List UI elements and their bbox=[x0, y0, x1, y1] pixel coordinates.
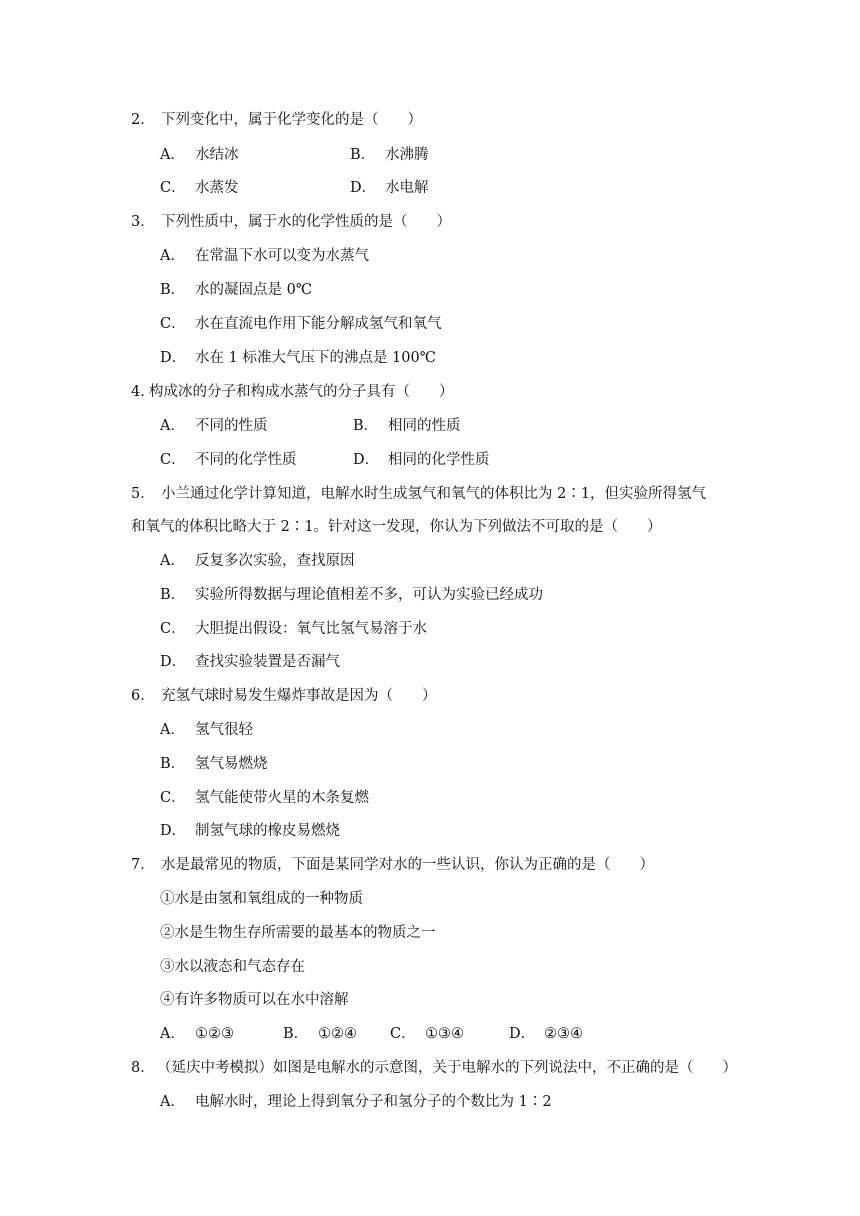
option-row bbox=[160, 619, 427, 639]
option-text: 电解水时，理论上得到氧分子和氢分子的个数比为 1∶2 bbox=[195, 1094, 552, 1110]
option-letter: C． bbox=[160, 452, 186, 468]
option-row bbox=[160, 754, 268, 774]
question-number: 6． bbox=[131, 688, 155, 704]
option-letter: A． bbox=[160, 722, 185, 738]
option-letter: A． bbox=[160, 418, 185, 434]
option-letter: B． bbox=[353, 418, 379, 434]
statement-text: ①水是由氢和氧组成的一种物质 bbox=[160, 891, 363, 907]
option-letter: D． bbox=[160, 654, 187, 670]
question-text: （延庆中考模拟）如图是电解水的示意图，关于电解水的下列说法中，不正确的是（ ） bbox=[157, 1060, 737, 1076]
option-row bbox=[160, 280, 312, 300]
statement-2 bbox=[160, 923, 436, 943]
option-letter: A． bbox=[160, 1094, 185, 1110]
option-letter: D． bbox=[160, 350, 187, 366]
option-letter: C． bbox=[160, 316, 186, 332]
statement-4 bbox=[160, 990, 349, 1010]
option-row bbox=[160, 652, 340, 672]
option-letter: C． bbox=[390, 1026, 416, 1042]
question-number: 7． bbox=[131, 857, 155, 873]
question-8 bbox=[131, 1058, 737, 1078]
option-text: 水蒸发 bbox=[195, 180, 239, 196]
option-text: 水在直流电作用下能分解成氢气和氧气 bbox=[195, 316, 442, 332]
option-row bbox=[160, 1092, 552, 1112]
option-row bbox=[160, 314, 442, 334]
question-number: 3． bbox=[131, 214, 155, 230]
option-text: 查找实验装置是否漏气 bbox=[195, 654, 340, 670]
statement-text: ④有许多物质可以在水中溶解 bbox=[160, 992, 349, 1008]
option-row bbox=[160, 821, 340, 841]
question-5 bbox=[131, 484, 706, 504]
option-letter: A． bbox=[160, 147, 185, 163]
option-letter: D． bbox=[509, 1026, 536, 1042]
option-text: 实验所得数据与理论值相差不多，可认为实验已经成功 bbox=[195, 587, 543, 603]
option-letter: A． bbox=[160, 248, 185, 264]
option-row bbox=[160, 585, 543, 605]
option-row bbox=[160, 416, 461, 436]
option-row bbox=[160, 788, 369, 808]
question-text-line-2: 和氧气的体积比略大于 2∶1。针对这一发现，你认为下列做法不可取的是（ ） bbox=[131, 519, 662, 535]
statement-text: ③水以液态和气态存在 bbox=[160, 959, 305, 975]
option-row bbox=[160, 1024, 583, 1044]
question-4 bbox=[131, 382, 454, 402]
option-text: 相同的化学性质 bbox=[388, 452, 490, 468]
option-row bbox=[160, 551, 355, 571]
option-row bbox=[160, 720, 253, 740]
option-letter: A． bbox=[160, 553, 185, 569]
option-letter: C． bbox=[160, 621, 186, 637]
option-letter: C． bbox=[160, 180, 186, 196]
option-letter: B． bbox=[283, 1026, 309, 1042]
option-text: 水沸腾 bbox=[385, 147, 429, 163]
option-text: 水结冰 bbox=[195, 147, 239, 163]
question-2 bbox=[131, 110, 422, 130]
option-text: 反复多次实验，查找原因 bbox=[195, 553, 355, 569]
question-number: 2． bbox=[131, 112, 155, 128]
option-text: 不同的化学性质 bbox=[195, 452, 297, 468]
question-text: 下列性质中，属于水的化学性质的是（ ） bbox=[161, 214, 451, 230]
statement-3 bbox=[160, 957, 305, 977]
option-letter: B． bbox=[160, 282, 186, 298]
option-text: 水的凝固点是 0℃ bbox=[195, 282, 313, 298]
option-text: 在常温下水可以变为水蒸气 bbox=[195, 248, 369, 264]
option-letter: A． bbox=[160, 1026, 185, 1042]
question-text: 水是最常见的物质，下面是某同学对水的一些认识，你认为正确的是（ ） bbox=[161, 857, 654, 873]
option-text: 不同的性质 bbox=[195, 418, 268, 434]
option-letter: B． bbox=[160, 756, 186, 772]
question-text: 充氢气球时易发生爆炸事故是因为（ ） bbox=[161, 688, 437, 704]
option-letter: B． bbox=[350, 147, 376, 163]
question-text-line-1: 小兰通过化学计算知道，电解水时生成氢气和氧气的体积比为 2∶1，但实验所得氢气 bbox=[161, 486, 707, 502]
option-text: 氢气易燃烧 bbox=[195, 756, 268, 772]
question-5-continued bbox=[131, 517, 662, 537]
question-7 bbox=[131, 855, 654, 875]
option-text: 氢气很轻 bbox=[195, 722, 253, 738]
question-text: 构成冰的分子和构成水蒸气的分子具有（ ） bbox=[149, 384, 454, 400]
statement-text: ②水是生物生存所需要的最基本的物质之一 bbox=[160, 925, 436, 941]
option-text: 氢气能使带火星的木条复燃 bbox=[195, 790, 369, 806]
option-letter: D． bbox=[160, 823, 187, 839]
option-letter: D． bbox=[353, 452, 380, 468]
question-number: 8． bbox=[131, 1060, 155, 1076]
option-text: ①②③ bbox=[195, 1026, 234, 1042]
option-text: 水电解 bbox=[385, 180, 429, 196]
option-row bbox=[160, 450, 490, 470]
option-letter: D． bbox=[350, 180, 377, 196]
option-text: 相同的性质 bbox=[388, 418, 461, 434]
question-text: 下列变化中，属于化学变化的是（ ） bbox=[161, 112, 422, 128]
question-number: 4. bbox=[131, 384, 145, 400]
statement-1 bbox=[160, 889, 363, 909]
option-text: ①②④ bbox=[318, 1026, 357, 1042]
option-row bbox=[160, 348, 436, 368]
option-letter: B． bbox=[160, 587, 186, 603]
option-row bbox=[160, 246, 369, 266]
question-6 bbox=[131, 686, 437, 706]
option-row bbox=[160, 145, 429, 165]
option-row bbox=[160, 178, 429, 198]
question-3 bbox=[131, 212, 451, 232]
option-text: ②③④ bbox=[544, 1026, 583, 1042]
option-text: ①③④ bbox=[425, 1026, 464, 1042]
option-text: 制氢气球的橡皮易燃烧 bbox=[195, 823, 340, 839]
option-text: 大胆提出假设：氧气比氢气易溶于水 bbox=[195, 621, 427, 637]
option-letter: C． bbox=[160, 790, 186, 806]
option-text: 水在 1 标准大气压下的沸点是 100℃ bbox=[195, 350, 436, 366]
question-number: 5． bbox=[131, 486, 155, 502]
